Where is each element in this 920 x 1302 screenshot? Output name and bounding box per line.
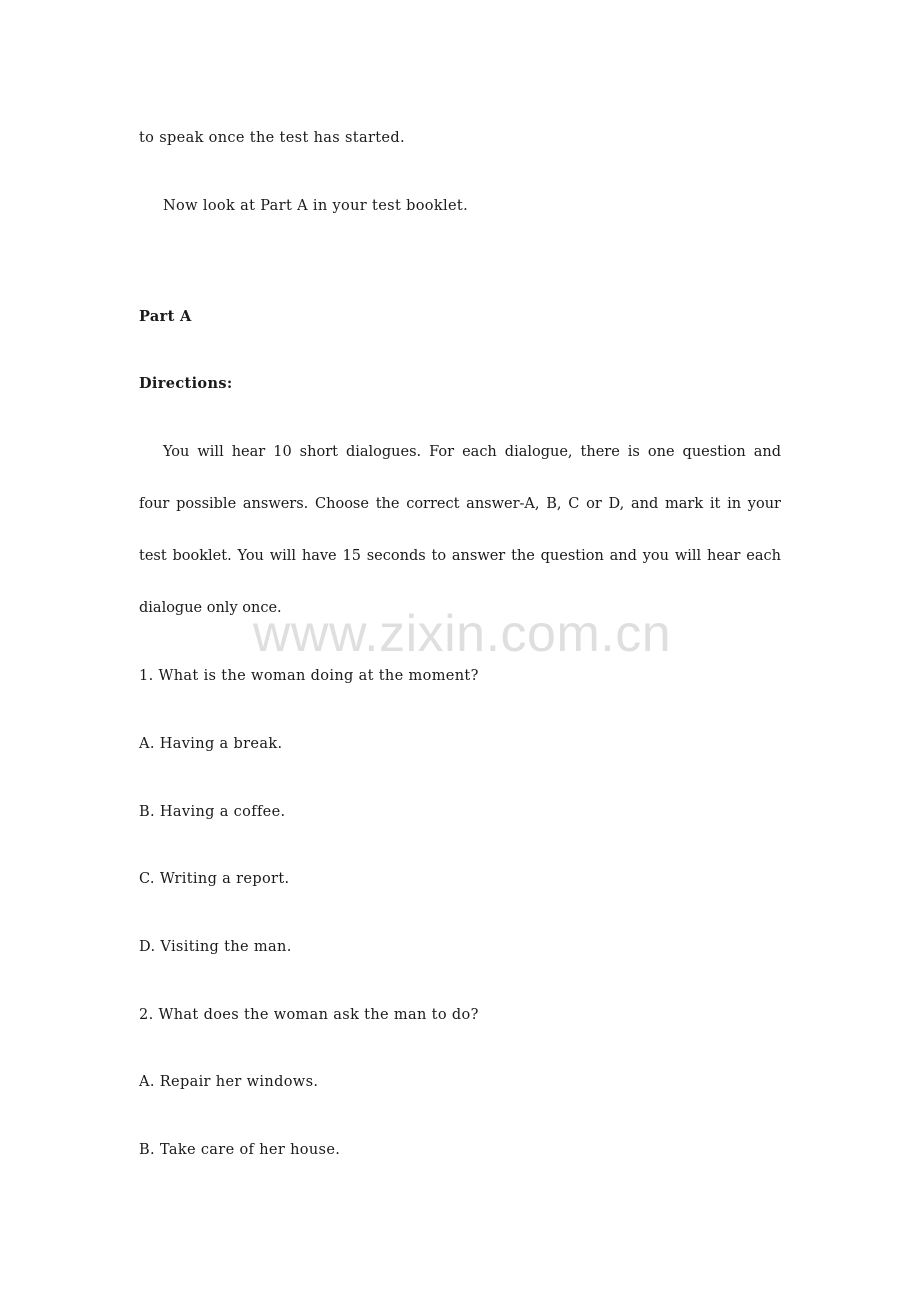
question-1-option-c: C. Writing a report. xyxy=(139,871,290,887)
watermark: www.zixin.com.cn xyxy=(252,605,672,663)
question-1-option-d: D. Visiting the man. xyxy=(139,939,292,955)
question-2-option-b: B. Take care of her house. xyxy=(139,1142,341,1158)
question-1-stem: 1. What is the woman doing at the moment? xyxy=(139,668,479,684)
question-2-option-a: A. Repair her windows. xyxy=(139,1074,319,1090)
question-1-option-a: A. Having a break. xyxy=(139,736,283,752)
intro-line-2: Now look at Part A in your test booklet. xyxy=(163,198,469,214)
directions-line-2: four possible answers. Choose the correct answer-A, B, C or D, and mark it in your xyxy=(139,496,781,512)
question-2-stem: 2. What does the woman ask the man to do? xyxy=(139,1007,479,1023)
directions-line-4: dialogue only once. xyxy=(139,600,282,616)
directions-line-3: test booklet. You will have 15 seconds to answer the question and you will hear each xyxy=(139,548,781,564)
directions-label: Directions: xyxy=(139,375,233,392)
intro-line-1: to speak once the test has started. xyxy=(139,130,405,146)
part-title: Part A xyxy=(139,308,192,325)
directions-line-1: You will hear 10 short dialogues. For each dialogue, there is one question and xyxy=(163,444,781,460)
question-1-option-b: B. Having a coffee. xyxy=(139,804,286,820)
